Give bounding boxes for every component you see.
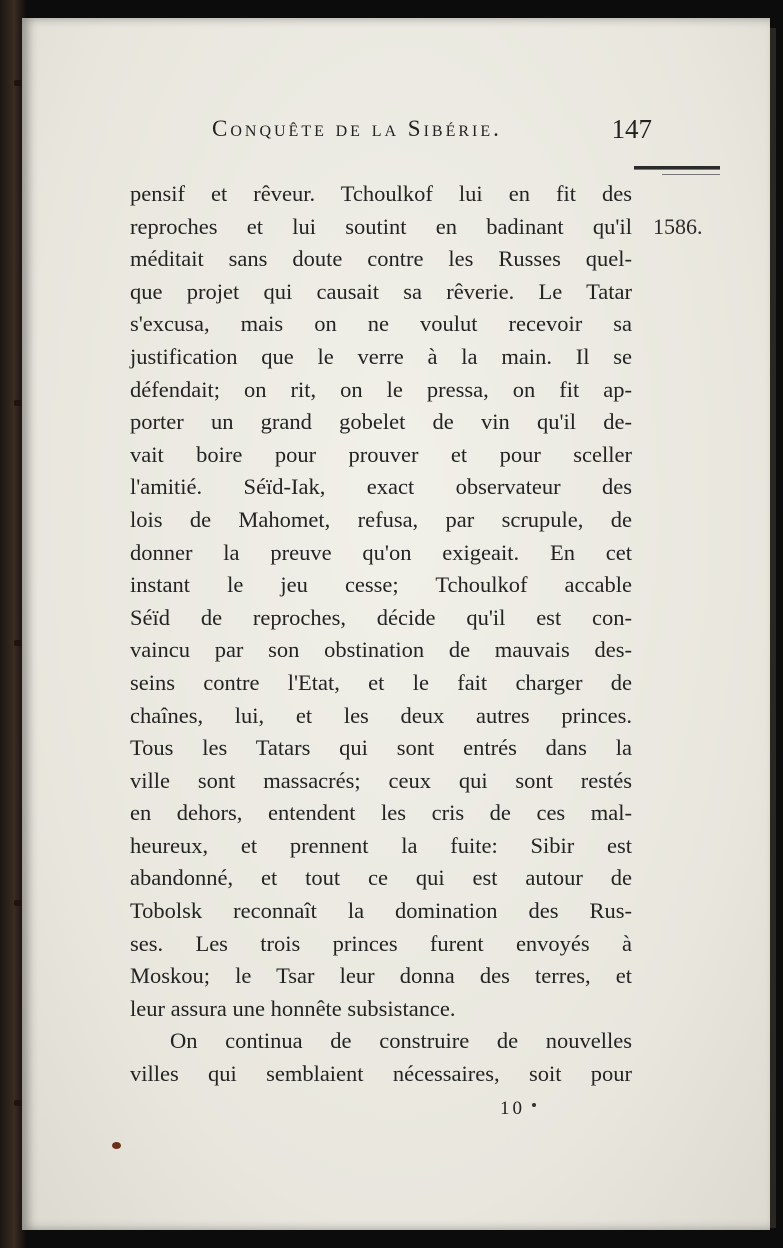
text-line: vait boire pour prouver et pour sceller	[130, 441, 632, 467]
text-line: porter un grand gobelet de vin qu'il de-	[130, 409, 632, 435]
text-line: instant le jeu cesse; Tchoulkof accable	[130, 572, 632, 598]
text-line: ville sont massacrés; ceux qui sont restés	[130, 767, 632, 793]
text-line: villes qui semblaient nécessaires, soit pour	[130, 1061, 632, 1087]
foxing-spot	[112, 1142, 121, 1149]
margin-rule	[634, 166, 720, 170]
text-line: méditait sans doute contre les Russes quel-	[130, 246, 632, 272]
text-line: Moskou; le Tsar leur donna des terres, et	[130, 963, 632, 989]
ink-speck	[532, 1103, 536, 1107]
text-line: On continua de construire de nouvelles	[170, 1028, 632, 1054]
text-line: Séïd de reproches, décide qu'il est con-	[130, 604, 632, 630]
body-text	[130, 178, 632, 1091]
text-line: seins contre l'Etat, et le fait charger de	[130, 669, 632, 695]
text-line: heureux, et prennent la fuite: Sibir est	[130, 832, 632, 858]
book-page	[22, 18, 770, 1230]
margin-year-note: 1586.	[653, 214, 703, 239]
text-line: justification que le verre à la main. Il se	[130, 343, 632, 369]
text-line: donner la preuve qu'on exigeait. En cet	[130, 539, 632, 565]
text-line: Tous les Tatars qui sont entrés dans la	[130, 735, 632, 761]
text-line: en dehors, entendent les cris de ces mal-	[130, 800, 632, 826]
text-line: que projet qui causait sa rêverie. Le Tatar	[130, 278, 632, 304]
running-head-title: Conquête de la Sibérie.	[212, 116, 502, 141]
text-line: pensif et rêveur. Tchoulkof lui en fit des	[130, 181, 632, 206]
text-line: abandonné, et tout ce qui est autour de	[130, 865, 632, 891]
text-line: vaincu par son obstination de mauvais des-	[130, 637, 632, 663]
text-line: s'excusa, mais on ne voulut recevoir sa	[130, 311, 632, 337]
text-line: reproches et lui soutint en badinant qu'il	[130, 213, 632, 239]
text-line: chaînes, lui, et les deux autres princes.	[130, 702, 632, 728]
page-edge	[770, 28, 776, 1228]
text-line: ses. Les trois princes furent envoyés à	[130, 930, 632, 956]
text-line: Tobolsk reconnaît la domination des Rus-	[130, 898, 632, 924]
text-line: lois de Mahomet, refusa, par scrupule, de	[130, 506, 632, 532]
signature-mark: 10	[500, 1098, 525, 1119]
text-line: défendait; on rit, on le pressa, on fit ap-	[130, 376, 632, 402]
text-line: l'amitié. Séïd-Iak, exact observateur des	[130, 474, 632, 500]
margin-rule-thin	[662, 174, 720, 175]
text-line: leur assura une honnête subsistance.	[130, 995, 456, 1021]
page-number: 147	[611, 114, 652, 144]
running-head	[212, 116, 662, 156]
